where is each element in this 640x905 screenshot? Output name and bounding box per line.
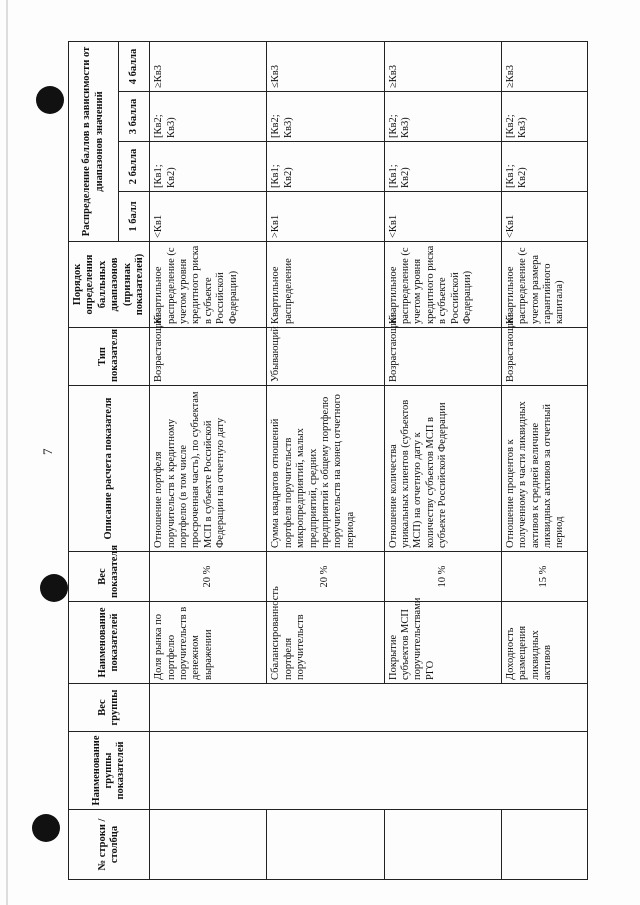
indicators-table	[68, 41, 588, 880]
row-number-cell	[384, 810, 501, 880]
score-4-range: ≥Кв3	[150, 42, 267, 92]
score-3-range: [Кв2; Кв3)	[384, 92, 501, 142]
page-edge-line	[6, 0, 8, 905]
header-score-3: 3 балла	[119, 92, 150, 142]
score-4-range: ≥Кв3	[384, 42, 501, 92]
header-indicator-weight: Вес показателя	[69, 552, 150, 602]
header-group-name: Наименование группы показателей	[69, 732, 150, 810]
indicator-weight: 20 %	[150, 552, 267, 602]
scoring-method: Квартильное распределение (с учетом размера гарантийного капитала)	[501, 242, 587, 328]
indicator-description: Сумма квадратов отношений портфеля поручительств микропредприятий, малых предприятий, средних предприятий к общему портфелю поручительств на конец отчетного периода	[267, 386, 384, 552]
indicator-name: Доля рынка по портфелю поручительств в денежном выражении	[150, 602, 267, 684]
group-weight-cell	[150, 684, 588, 732]
header-group-weight: Вес группы	[69, 684, 150, 732]
score-2-range: [Кв1; Кв2)	[150, 142, 267, 192]
indicator-type: Возрастающий	[150, 328, 267, 386]
indicator-name: Сбалансированность портфеля поручительств	[267, 602, 384, 684]
row-number-cell	[501, 810, 587, 880]
header-description: Описание расчета показателя	[69, 386, 150, 552]
punch-hole-top	[36, 86, 64, 114]
indicator-weight: 15 %	[501, 552, 587, 602]
row-number-cell	[267, 810, 384, 880]
score-2-range: [Кв1; Кв2)	[267, 142, 384, 192]
indicator-name: Покрытие субъектов МСП поручительствами РГО	[384, 602, 501, 684]
header-indicator-name: Наименование показателей	[69, 602, 150, 684]
scoring-method: Квартильное распределение (с учетом уровня кредитного риска в субъекте Российской Федерации)	[150, 242, 267, 328]
score-1-range: <Кв1	[501, 192, 587, 242]
scoring-method: Квартильное распределение (с учетом уровня кредитного риска в субъекте Российской Федерации)	[384, 242, 501, 328]
score-4-range: ≥Кв3	[501, 42, 587, 92]
header-scoring-method: Порядок определения балльных диапазонов (признак показателей)	[69, 242, 150, 328]
score-2-range: [Кв1; Кв2)	[501, 142, 587, 192]
punch-hole-bottom	[32, 814, 60, 842]
score-1-range: <Кв1	[150, 192, 267, 242]
group-name-cell	[150, 732, 588, 810]
header-score-2: 2 балла	[119, 142, 150, 192]
indicator-type: Убывающий	[267, 328, 384, 386]
table-row	[150, 42, 267, 880]
punch-hole-middle	[40, 574, 68, 602]
header-indicator-type: Тип показателя	[69, 328, 150, 386]
indicator-description: Отношение портфеля поручительств к кредитному портфелю (в том числе просроченная часть), по субъектам МСП в субъекте Российской Федерации на отчетную дату	[150, 386, 267, 552]
score-4-range: ≤Кв3	[267, 42, 384, 92]
indicator-description: Отношение количества уникальных клиентов (субъектов МСП) на отчетную дату к количеству субъектов МСП в субъекте Российской Федерации	[384, 386, 501, 552]
header-score-1: 1 балл	[119, 192, 150, 242]
score-3-range: [Кв2; Кв3)	[267, 92, 384, 142]
indicator-description: Отношение процентов к полученному в части ликвидных активов к средней величине ликвидных активов за отчетный период	[501, 386, 587, 552]
rotated-table-container	[68, 42, 566, 880]
indicator-type: Возрастающий	[501, 328, 587, 386]
indicator-type: Возрастающий	[384, 328, 501, 386]
score-1-range: >Кв1	[267, 192, 384, 242]
indicator-weight: 20 %	[267, 552, 384, 602]
header-score-distribution: Распределение баллов в зависимости от диапазонов значений	[69, 42, 119, 242]
scoring-method: Квартильное распределение	[267, 242, 384, 328]
header-row-number: № строки / столбца	[69, 810, 150, 880]
score-1-range: <Кв1	[384, 192, 501, 242]
score-2-range: [Кв1; Кв2)	[384, 142, 501, 192]
indicator-name: Доходность размещения ликвидных активов	[501, 602, 587, 684]
indicator-weight: 10 %	[384, 552, 501, 602]
score-3-range: [Кв2; Кв3)	[501, 92, 587, 142]
score-3-range: [Кв2; Кв3)	[150, 92, 267, 142]
header-score-4: 4 балла	[119, 42, 150, 92]
page-number: 7	[40, 448, 55, 455]
row-number-cell	[150, 810, 267, 880]
